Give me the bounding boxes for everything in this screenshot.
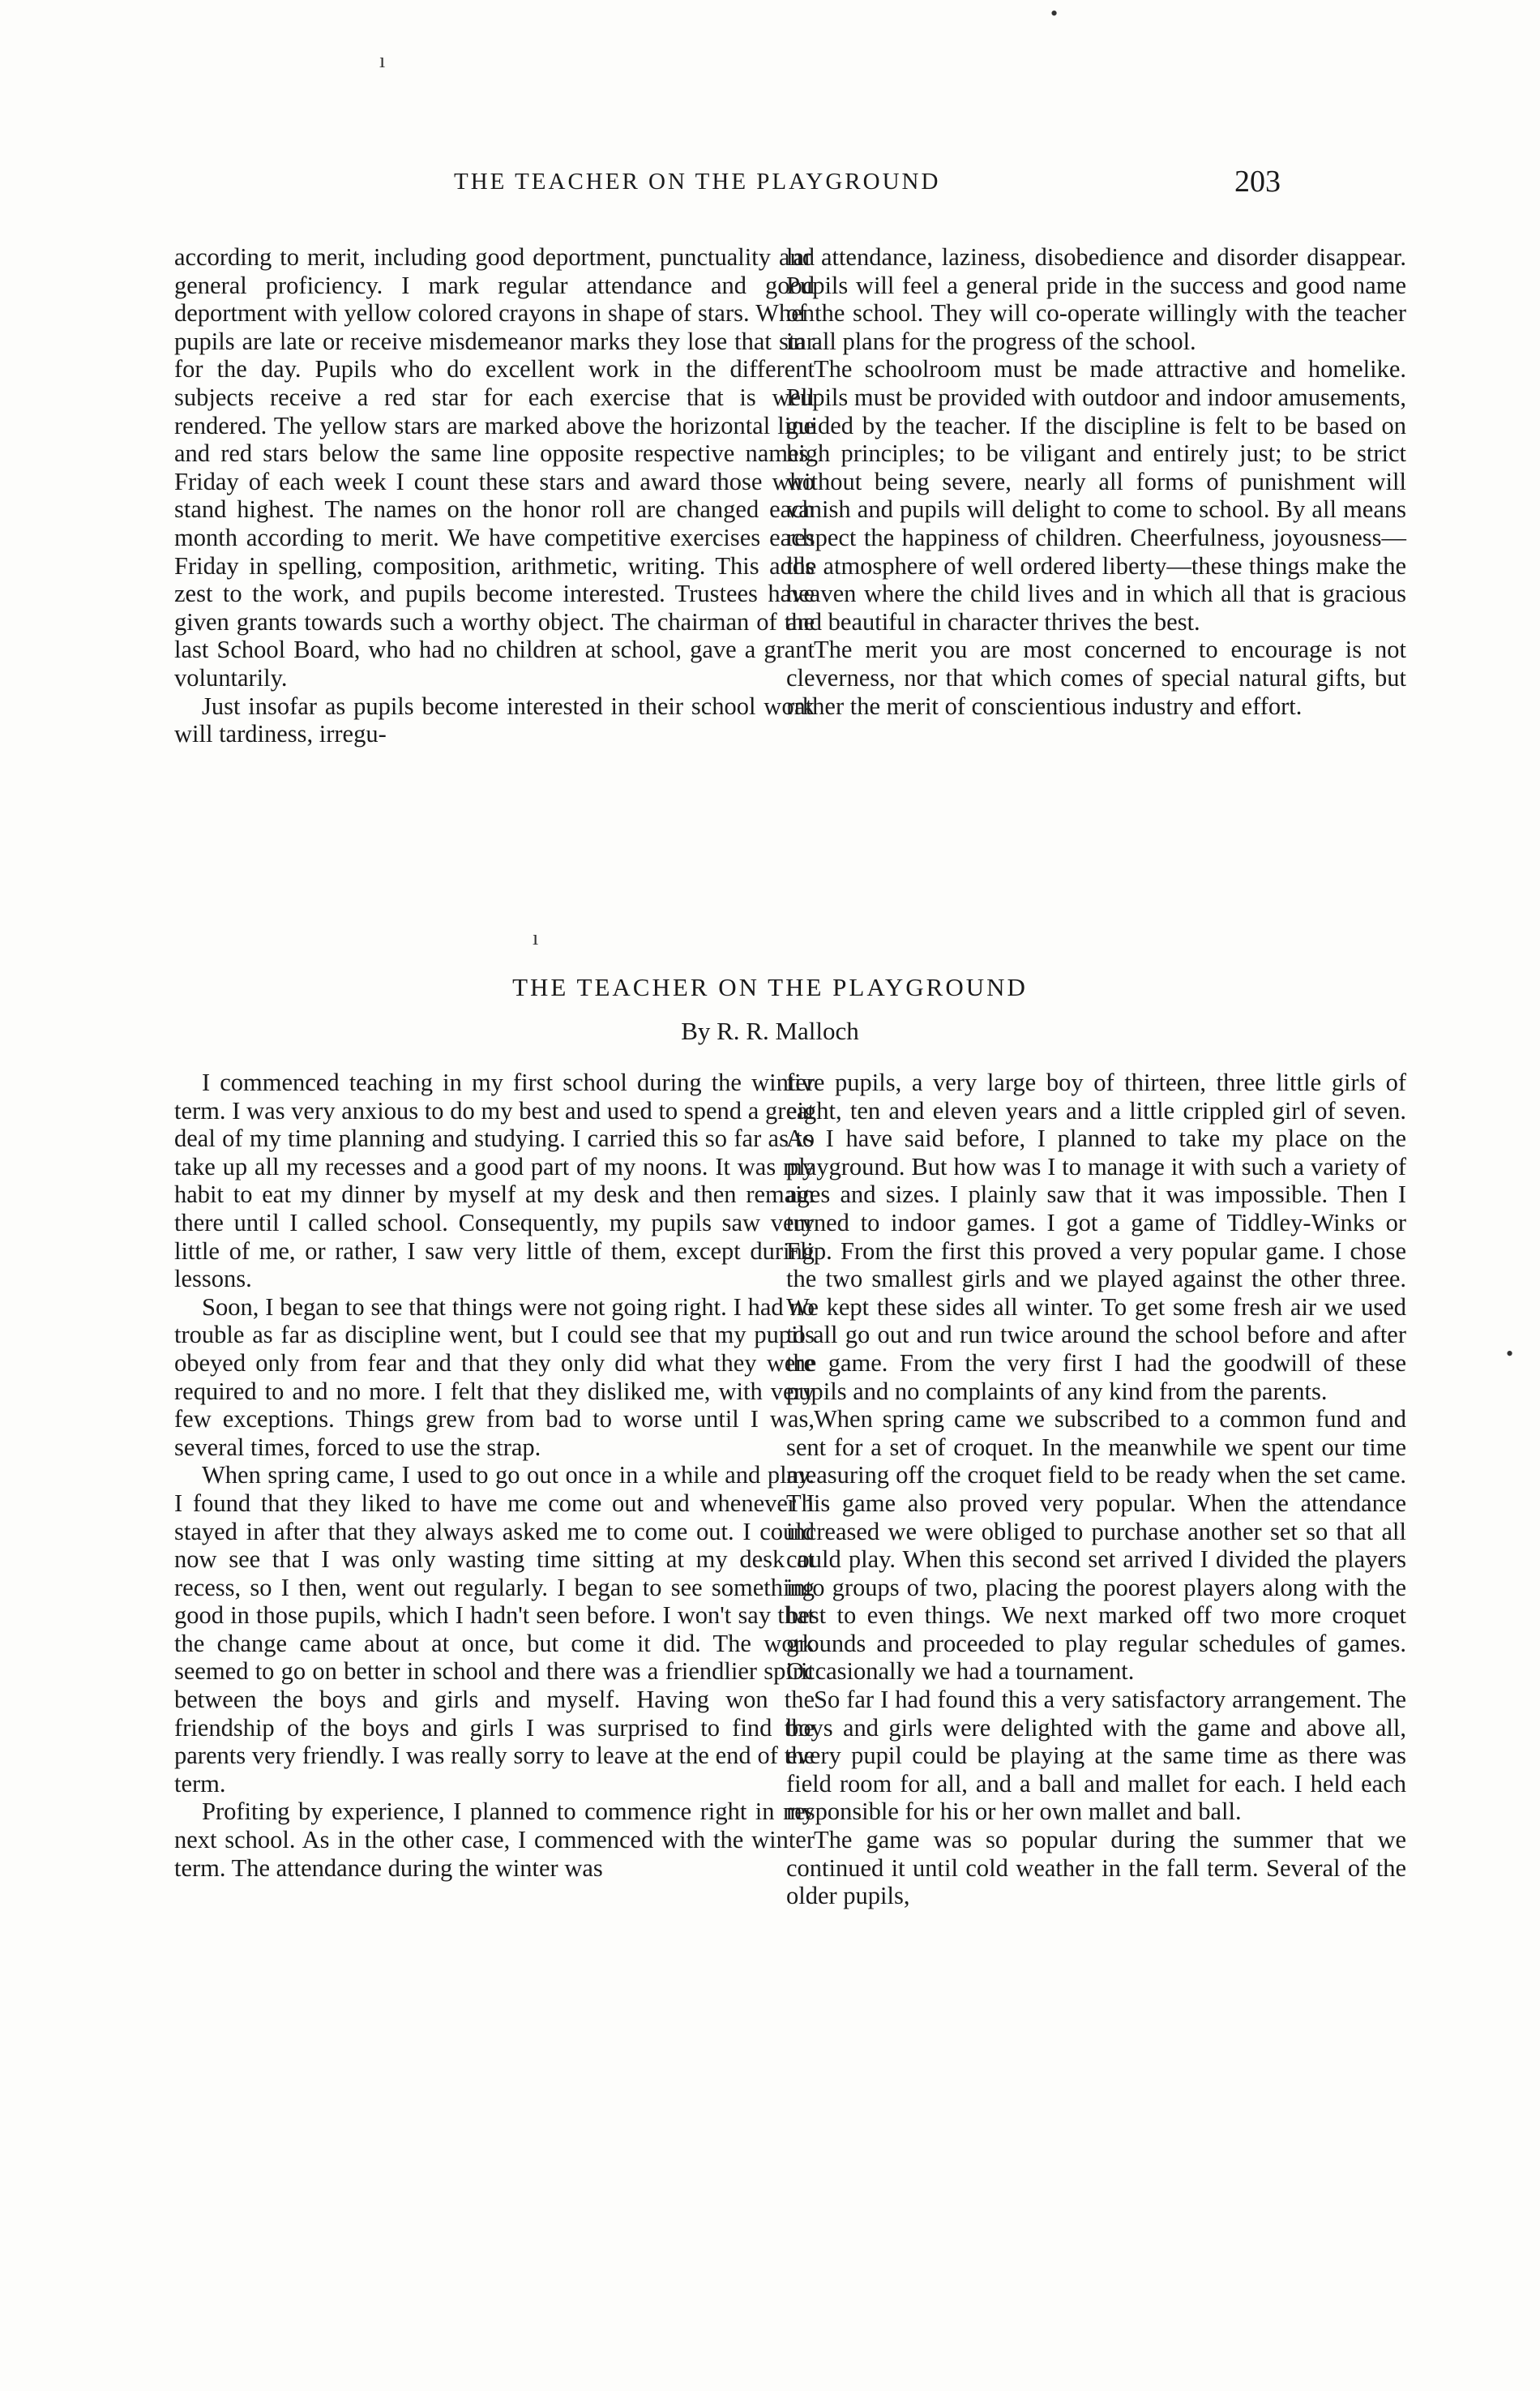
paragraph: I commenced teaching in my first school during the winter term. I was very anxious to do my best and used to spend a great deal of my time planning and studying. I carried this so far as to take up all my recesses and a good part of my noons. It was my habit to eat my dinner by myself at my desk and then remain there until I called school. Consequently, my pupils saw very little of me, or rather, I saw very little of them, except during lessons. [174, 1069, 815, 1293]
paragraph: Soon, I began to see that things were not going right. I had no trouble as far as discipline went, but I could see that my pupils obeyed only from fear and that they only did what they were required to and no more. I felt that they disliked me, with very few exceptions. Things grew from bad to worse until I was, several times, forced to use the strap. [174, 1292, 815, 1461]
article-right-column [786, 1069, 1406, 2220]
paragraph: five pupils, a very large boy of thirteen, three little girls of eight, ten and eleven years and a little crippled girl of seven. As I have said before, I planned to take my place on the playground. But how was I to manage it with such a variety of ages and sizes. I plainly saw that it was impossible. Then I turned to indoor games. I got a game of Tiddley-Winks or Flip. From the first this proved a very popular game. I chose the two smallest girls and we played against the other three. We kept these sides all winter. To get some fresh air we used to all go out and run twice around the school before and after the game. From the very first I had the goodwill of these pupils and no complaints of any kind from the parents. [786, 1069, 1406, 1405]
article-title: THE TEACHER ON THE PLAYGROUND [512, 973, 1028, 1001]
paragraph: When spring came we subscribed to a common fund and sent for a set of croquet. In the meanwhile we spent our time measuring off the croquet field to be ready when the set came. This game also proved very popular. When the attendance increased we were obliged to purchase another set so that all could play. When this second set arrived I divided the players into groups of two, placing the poorest players along with the best to even things. We next marked off two more croquet grounds and proceeded to play regular schedules of games. Occasionally we had a tournament. [786, 1405, 1406, 1686]
running-head [276, 165, 1281, 208]
print-speck: ı [533, 926, 539, 949]
paragraph: The schoolroom must be made attractive and homelike. Pupils must be provided with outdoor and indoor amusements, guided by the teacher. If the discipline is felt to be based on high principles; to be viligant and entirely just; to be strict without being severe, nearly all forms of punishment will vanish and pupils will delight to come to school. By all means respect the happiness of children. Cheerfulness, joyousness—the atmosphere of well ordered liberty—these things make the heaven where the child lives and in which all that is gracious and beautiful in character thrives the best. [786, 355, 1406, 636]
paragraph: When spring came, I used to go out once in a while and play. I found that they liked to have me come out and whenever I stayed in after that they always asked me to come out. I could now see that I was only wasting time sitting at my desk at recess, so I then, went out regularly. I began to see something good in those pupils, which I hadn't seen before. I won't say that the change came about at once, but come it did. The work seemed to go on better in school and there was a friendlier spirit between the boys and girls and myself. Having won the friendship of the boys and girls I was surprised to find the parents very friendly. I was really sorry to leave at the end of the term. [174, 1461, 815, 1798]
running-title: THE TEACHER ON THE PLAYGROUND [454, 169, 941, 195]
continued-article-right-column [786, 243, 1406, 924]
print-speck: ı [379, 49, 386, 72]
print-speck: • [1506, 1342, 1514, 1365]
article-byline: By R. R. Malloch [681, 1017, 859, 1045]
article-left-column [174, 1069, 815, 2220]
paragraph: So far I had found this a very satisfactory arrangement. The boys and girls were delighted with the game and above all, every pupil could be playing at the same time as there was field room for all, and a ball and mallet for each. I held each responsible for his or her own mallet and ball. [786, 1686, 1406, 1826]
continued-article-left-column [174, 243, 815, 924]
paragraph: Just insofar as pupils become interested in their school work will tardiness, irregu- [174, 692, 815, 748]
print-speck: • [1050, 2, 1059, 25]
paragraph: The merit you are most concerned to encourage is not cleverness, nor that which comes of special natural gifts, but rather the merit of conscientious industry and effort. [786, 636, 1406, 720]
page-number: 203 [1234, 165, 1281, 199]
paragraph: according to merit, including good deportment, punctuality and general proficiency. I mark regular attendance and good deportment with yellow colored crayons in shape of stars. When pupils are late or receive misdemeanor marks they lose that star for the day. Pupils who do excellent work in the different subjects receive a red star for each exercise that is well rendered. The yellow stars are marked above the horizontal line and red stars below the same line opposite respective names. Friday of each week I count these stars and award those who stand highest. The names on the honor roll are changed each month according to merit. We have competitive exercises each Friday in spelling, composition, arithmetic, writing. This adds zest to the work, and pupils become interested. Trustees have given grants towards such a worthy object. The chairman of the last School Board, who had no children at school, gave a grant voluntarily. [174, 243, 815, 692]
paragraph: Profiting by experience, I planned to commence right in my next school. As in the other case, I commenced with the winter term. The attendance during the winter was [174, 1798, 815, 1882]
paragraph: The game was so popular during the summer that we continued it until cold weather in the fall term. Several of the older pupils, [786, 1826, 1406, 1910]
paragraph: lar attendance, laziness, disobedience and disorder disappear. Pupils will feel a general pride in the success and good name of the school. They will co-operate willingly with the teacher in all plans for the progress of the school. [786, 243, 1406, 355]
